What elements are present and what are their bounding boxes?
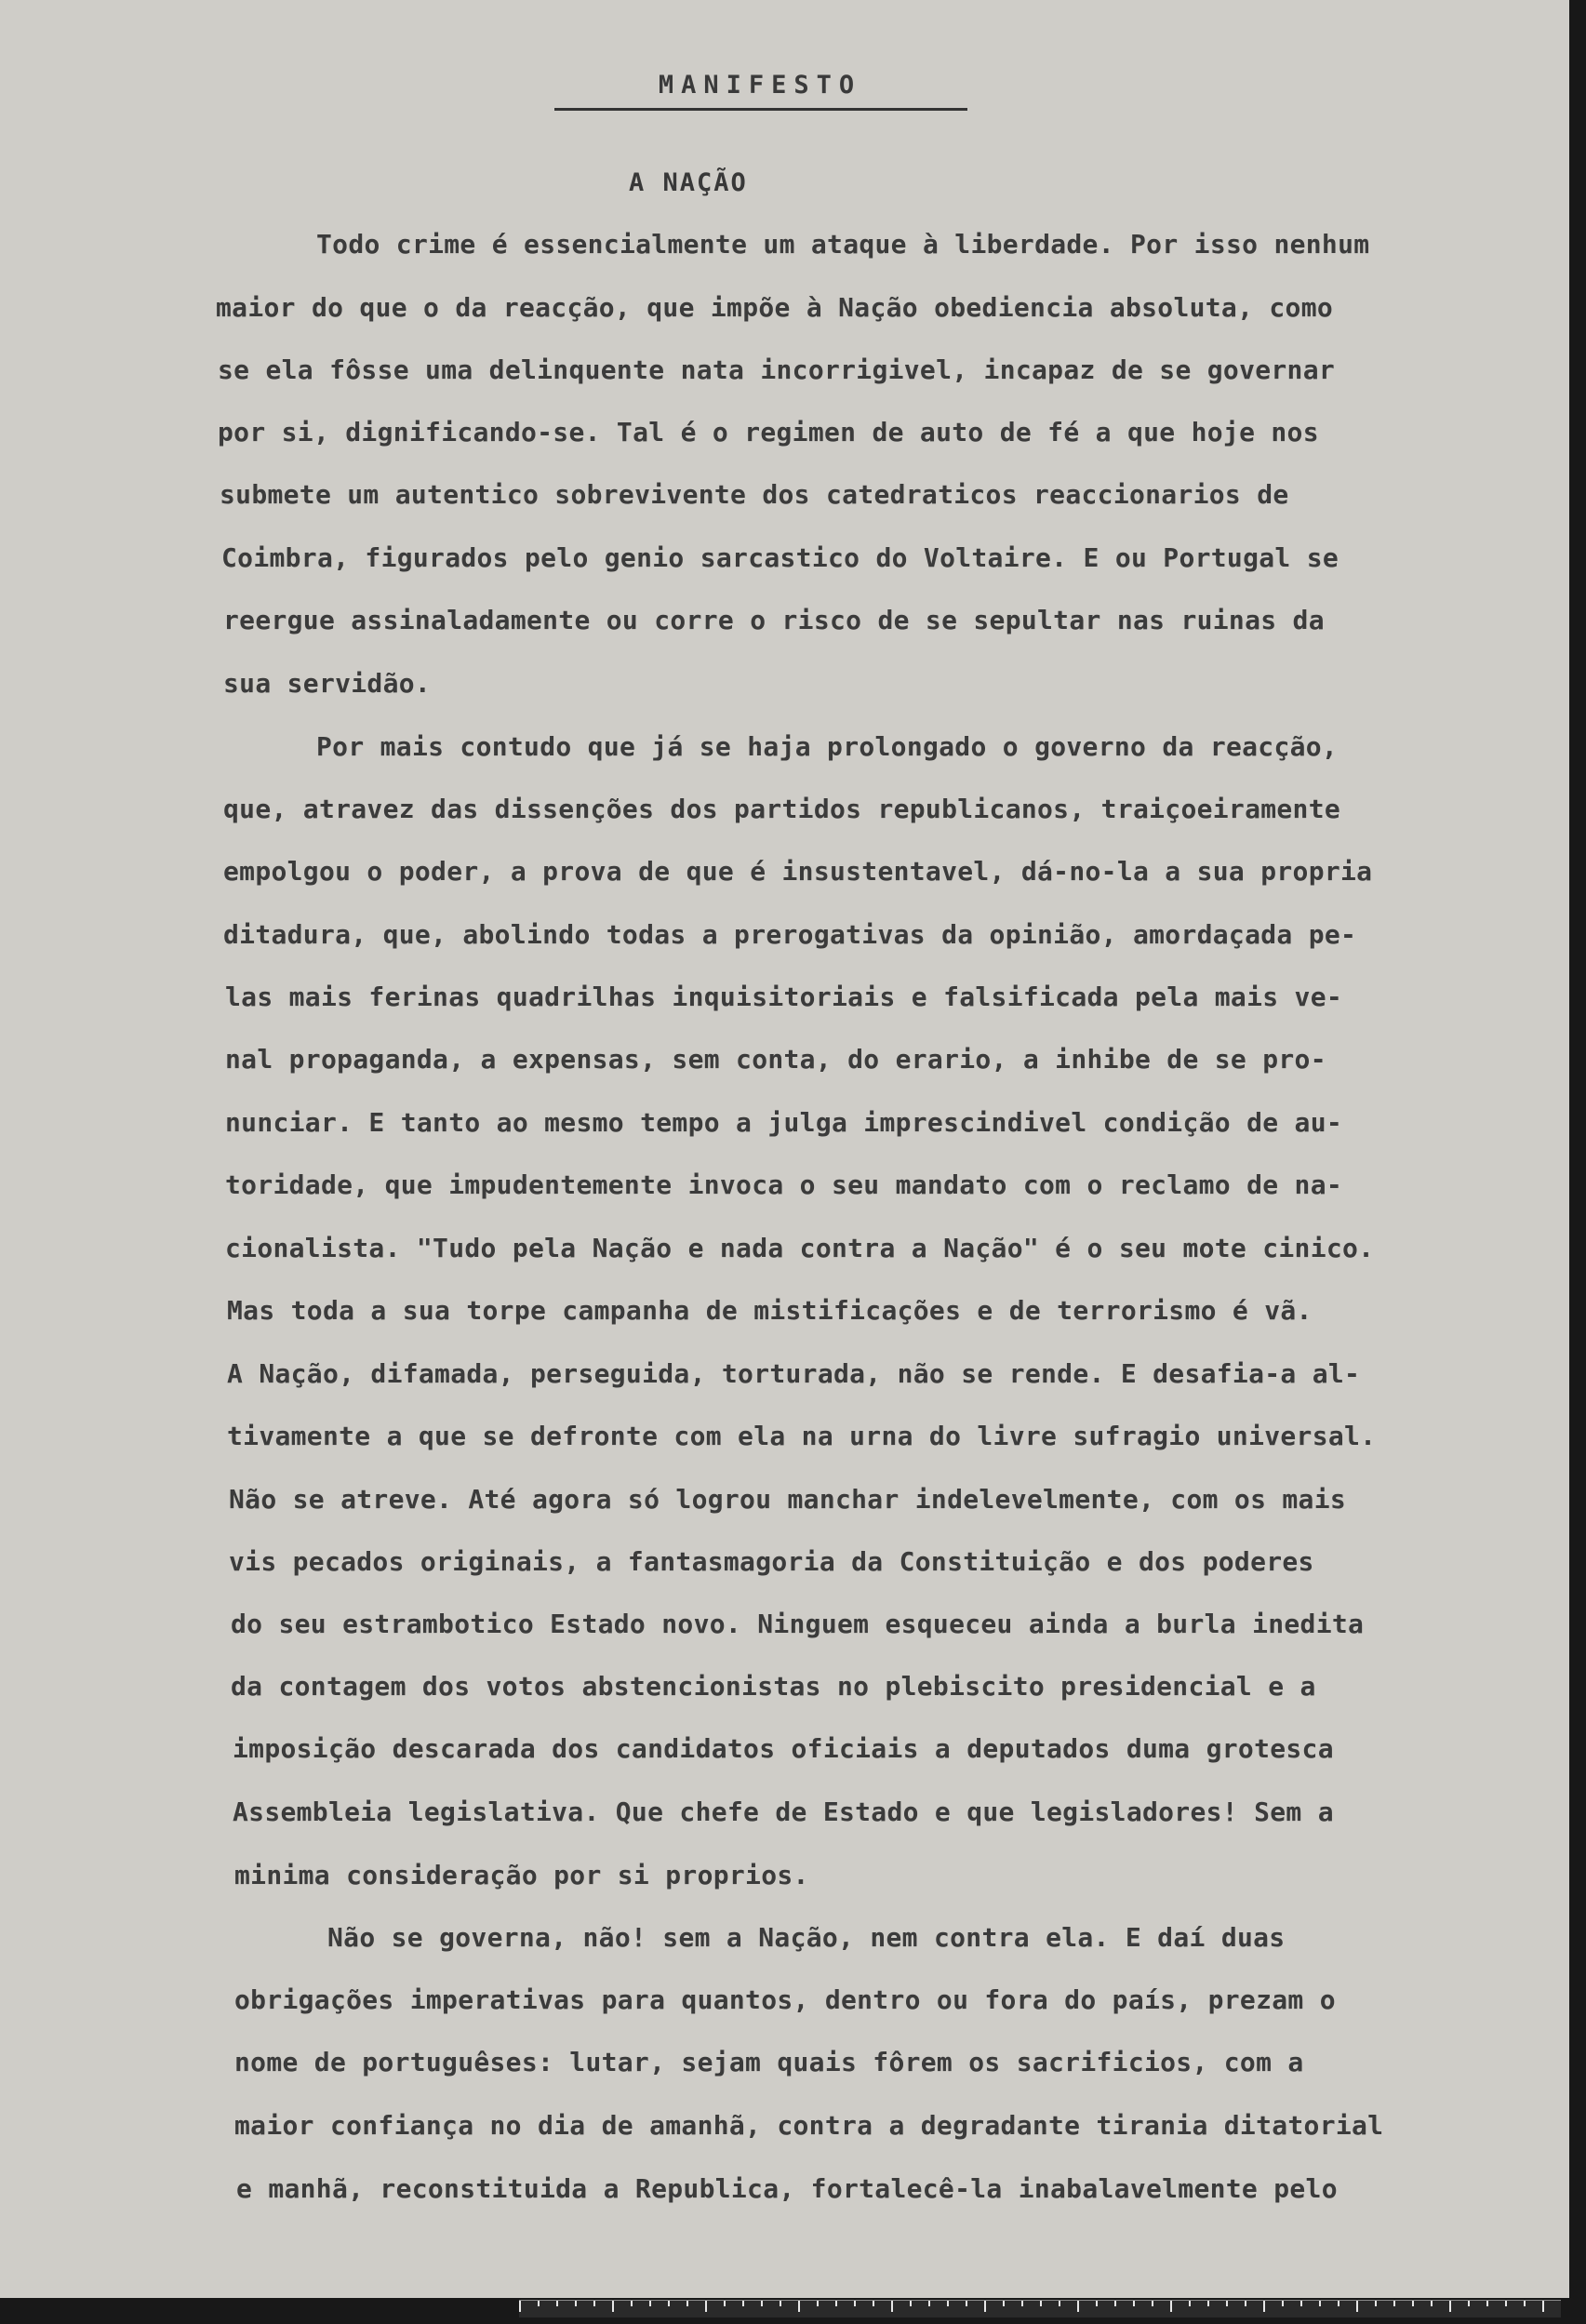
ruler-tick	[1226, 2301, 1228, 2306]
text-line: vis pecados originais, a fantasmagoria da Constituição e dos poderes	[229, 1546, 1314, 1577]
ruler-tick	[1486, 2301, 1488, 2306]
text-line: las mais ferinas quadrilhas inquisitoriais e falsificada pela mais ve-	[225, 982, 1343, 1012]
text-line: Por mais contudo que já se haja prolongado o governo da reacção,	[316, 731, 1339, 762]
ruler-tick	[1319, 2301, 1321, 2306]
title-underline	[554, 108, 967, 111]
text-line: reergue assinaladamente ou corre o risco de se sepultar nas ruinas da	[223, 605, 1325, 635]
ruler-tick	[1189, 2301, 1191, 2306]
ruler-tick	[612, 2301, 614, 2312]
text-line: Não se governa, não! sem a Nação, nem contra ela. E daí duas	[327, 1922, 1286, 1953]
text-line: imposição descarada dos candidatos oficiais a deputados duma grotesca	[233, 1733, 1334, 1764]
ruler-tick	[1375, 2301, 1377, 2306]
ruler-tick	[1170, 2301, 1172, 2312]
text-line: empolgou o poder, a prova de que é insustentavel, dá-no-la a sua propria	[223, 856, 1373, 887]
header-bleed-through	[84, 6, 115, 73]
text-line: nome de portuguêses: lutar, sejam quais fôrem os sacrificios, com a	[234, 2047, 1304, 2077]
text-line: nunciar. E tanto ao mesmo tempo a julga imprescindivel condição de au-	[225, 1107, 1343, 1138]
ruler-tick	[1449, 2301, 1451, 2312]
ruler-tick	[984, 2301, 986, 2312]
text-line: minima consideração por si proprios.	[234, 1860, 809, 1890]
ruler-tick	[1356, 2301, 1358, 2312]
text-line: A Nação, difamada, perseguida, torturada, não se rende. E desafia-a al-	[227, 1358, 1361, 1389]
ruler-tick	[649, 2301, 651, 2306]
text-line: Todo crime é essencialmente um ataque à liberdade. Por isso nenhum	[316, 229, 1370, 260]
ruler-tick	[705, 2301, 707, 2312]
ruler-tick	[1524, 2301, 1526, 2306]
text-line: Assembleia legislativa. Que chefe de Estado e que legisladores! Sem a	[233, 1796, 1334, 1827]
ruler-tick	[1300, 2301, 1302, 2306]
text-line: que, atravez das dissenções dos partidos republicanos, traiçoeiramente	[223, 794, 1341, 824]
ruler-tick	[668, 2301, 670, 2306]
ruler-tick	[835, 2301, 837, 2306]
text-line: cionalista. "Tudo pela Nação e nada contra a Nação" é o seu mote cinico.	[225, 1233, 1375, 1263]
ruler-tick	[1468, 2301, 1470, 2306]
ruler-tick	[1393, 2301, 1395, 2306]
ruler-tick	[631, 2301, 633, 2306]
ruler-tick	[1207, 2301, 1209, 2306]
text-line: do seu estrambotico Estado novo. Ninguem esqueceu ainda a burla inedita	[231, 1609, 1365, 1639]
ruler-tick	[686, 2301, 688, 2306]
ruler-tick	[1040, 2301, 1042, 2306]
ruler-tick	[1003, 2301, 1005, 2306]
ruler-tick	[1133, 2301, 1135, 2306]
text-line: obrigações imperativas para quantos, dentro ou fora do país, prezam o	[234, 1984, 1336, 2015]
text-line: Não se atreve. Até agora só logrou manchar indelevelmente, com os mais	[229, 1484, 1347, 1515]
ruler-tick	[1431, 2301, 1433, 2306]
ruler-tick	[538, 2301, 540, 2306]
text-line: submete um autentico sobrevivente dos catedraticos reaccionarios de	[220, 479, 1289, 510]
ruler-tick	[761, 2301, 763, 2306]
ruler-tick	[1245, 2301, 1246, 2306]
ruler-tick	[910, 2301, 912, 2306]
ruler-tick	[1059, 2301, 1060, 2306]
section-heading: A NAÇÃO	[629, 168, 748, 197]
ruler-tick	[1152, 2301, 1153, 2306]
ruler-tick	[947, 2301, 949, 2306]
ruler-tick	[1412, 2301, 1414, 2306]
ruler-tick	[1077, 2301, 1079, 2312]
text-line: e manhã, reconstituida a Republica, fortalecê-la inabalavelmente pelo	[236, 2173, 1338, 2204]
ruler-tick	[1096, 2301, 1098, 2306]
ruler-tick	[1114, 2301, 1116, 2306]
ruler-tick	[891, 2301, 893, 2312]
text-line: tivamente a que se defronte com ela na urna do livre sufragio universal.	[227, 1421, 1377, 1451]
text-line: Coimbra, figurados pelo genio sarcastico do Voltaire. E ou Portugal se	[221, 542, 1339, 573]
text-line: ditadura, que, abolindo todas a prerogativas da opinião, amordaçada pe-	[223, 919, 1357, 950]
document-title: MANIFESTO	[658, 71, 862, 100]
ruler-tick	[742, 2301, 744, 2306]
text-line: da contagem dos votos abstencionistas no plebiscito presidencial e a	[231, 1671, 1316, 1702]
text-line: maior do que o da reacção, que impõe à Nação obediencia absoluta, como	[216, 292, 1334, 323]
ruler-tick	[519, 2301, 521, 2312]
text-line: toridade, que impudentemente invoca o seu mandato com o reclamo de na-	[225, 1169, 1343, 1200]
ruler-tick	[780, 2301, 781, 2306]
ruler-tick	[854, 2301, 856, 2306]
ruler-tick	[873, 2301, 874, 2306]
ruler-tick	[724, 2301, 726, 2306]
text-line: por si, dignificando-se. Tal é o regimen de auto de fé a que hoje nos	[218, 417, 1319, 447]
ruler-tick	[1263, 2301, 1265, 2312]
ruler-tick	[556, 2301, 558, 2306]
text-line: sua servidão.	[223, 668, 432, 699]
ruler-tick	[575, 2301, 577, 2306]
text-line: nal propaganda, a expensas, sem conta, do erario, a inhibe de se pro-	[225, 1044, 1326, 1075]
ruler-tick	[1542, 2301, 1544, 2312]
ruler-tick	[1505, 2301, 1507, 2306]
ruler-tick	[817, 2301, 819, 2306]
ruler-tick	[1021, 2301, 1023, 2306]
text-line: se ela fôsse uma delinquente nata incorrigivel, incapaz de se governar	[218, 354, 1336, 385]
scale-ruler	[519, 2300, 1561, 2317]
ruler-tick	[1338, 2301, 1339, 2306]
ruler-tick	[593, 2301, 595, 2306]
text-line: Mas toda a sua torpe campanha de mistificações e de terrorismo é vã.	[227, 1295, 1313, 1326]
ruler-tick	[928, 2301, 930, 2306]
ruler-tick	[966, 2301, 967, 2306]
ruler-tick	[1282, 2301, 1284, 2306]
text-line: maior confiança no dia de amanhã, contra a degradante tirania ditatorial	[234, 2110, 1384, 2141]
ruler-tick	[798, 2301, 800, 2312]
